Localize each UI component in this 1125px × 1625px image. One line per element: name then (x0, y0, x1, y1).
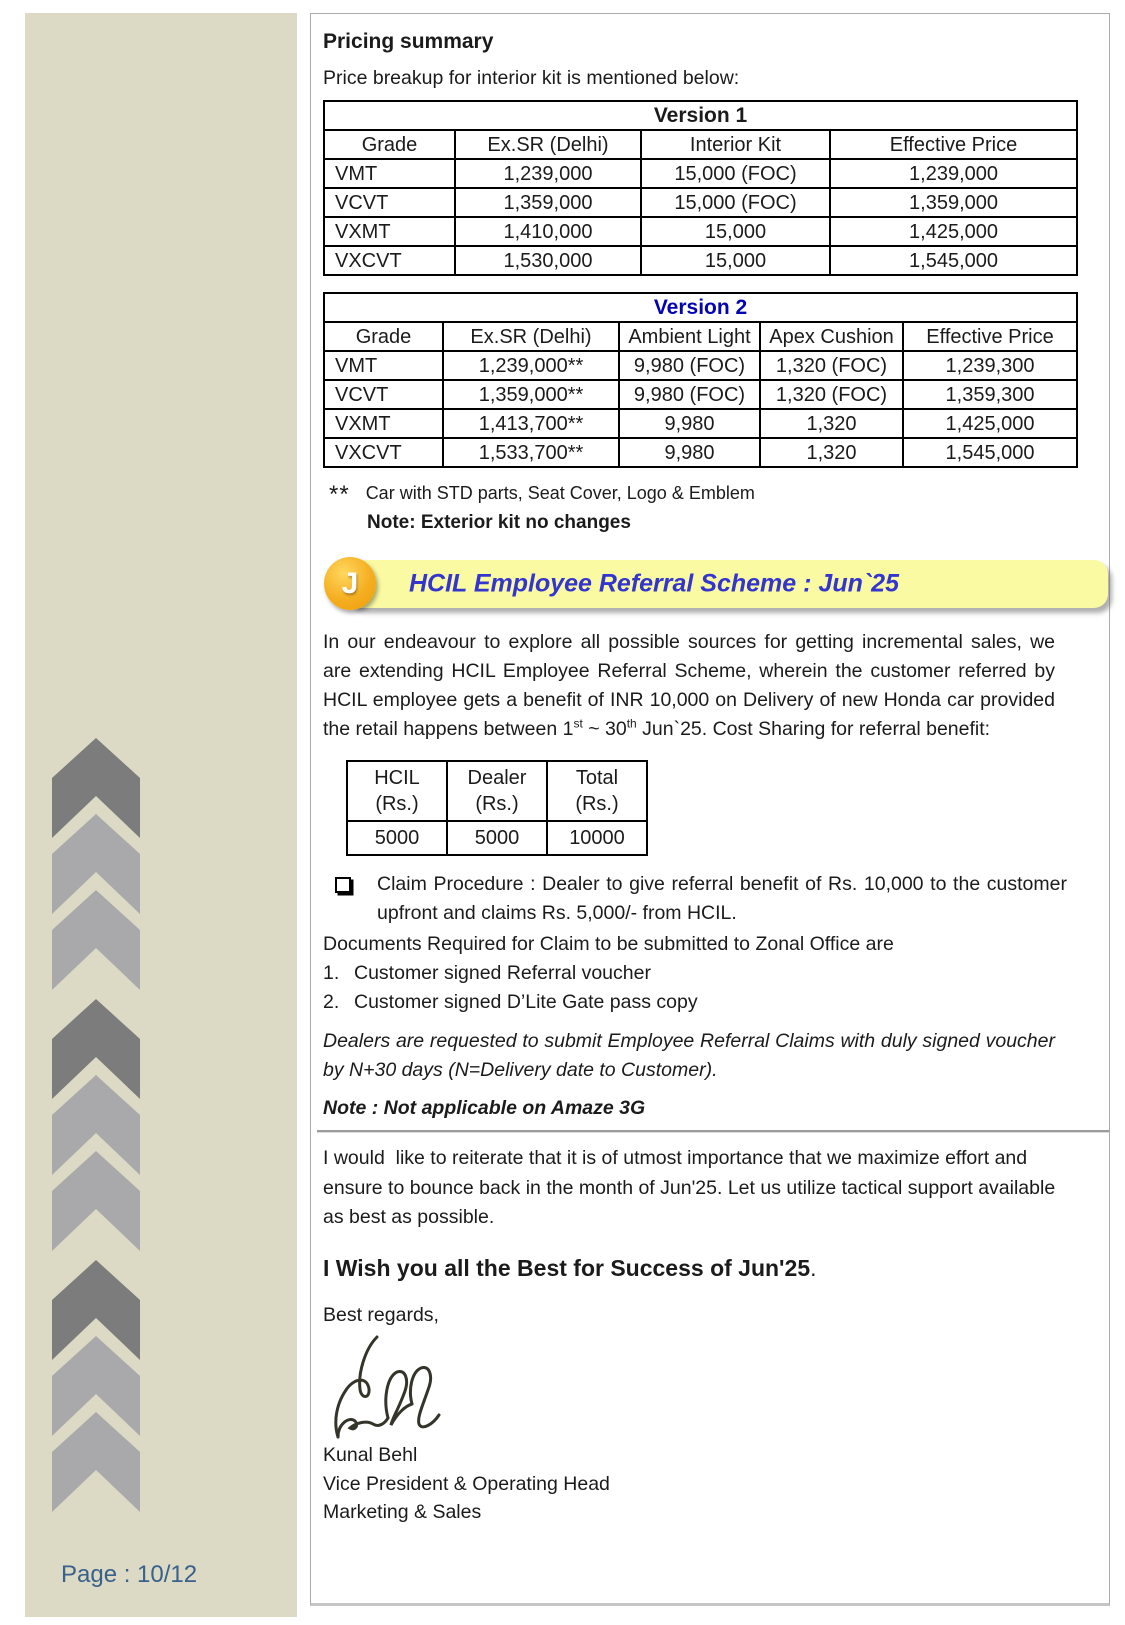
chevron-up-icon (52, 1151, 140, 1251)
table-row (347, 821, 647, 855)
table-cell: 1,359,000 (455, 188, 641, 217)
column-header: Dealer (Rs.) (447, 761, 547, 821)
table-header-row (324, 322, 1077, 351)
table-row (324, 217, 1077, 246)
table-cell: 9,980 (619, 438, 760, 467)
column-header: Interior Kit (641, 130, 830, 159)
table-cell: 1,320 (760, 438, 903, 467)
document-list-item (323, 989, 1109, 1017)
table-cell: 1,320 (FOC) (760, 351, 903, 380)
superscript-th: th (626, 716, 637, 731)
table-cell: 1,413,700** (443, 409, 619, 438)
referral-scheme-title: HCIL Employee Referral Scheme : Jun`25 (409, 569, 899, 598)
table-row (324, 246, 1077, 275)
table-row (324, 409, 1077, 438)
table-cell: 1,545,000 (903, 438, 1077, 467)
amaze-note: Note : Not applicable on Amaze 3G (323, 1096, 646, 1119)
table-cell: 1,359,000 (830, 188, 1077, 217)
intro-text: In our endeavour to explore all possible sources for getting incremental sales, we are extending HCIL Employee Referral Scheme, wherein the customer referred by HCIL employee gets a benefit of INR 10,000 on Delivery of new Honda car provided the retail happens between 1 (323, 631, 1055, 740)
signatory-department: Marketing & Sales (323, 1501, 482, 1524)
list-number: 2. (323, 991, 340, 1014)
table-row (324, 380, 1077, 409)
table-row (324, 188, 1077, 217)
table-title: Version 2 (324, 293, 1077, 322)
table-cell: 9,980 (FOC) (619, 380, 760, 409)
table-cell: 15,000 (FOC) (641, 159, 830, 188)
table-cell: VMT (324, 159, 455, 188)
referral-scheme-banner (341, 560, 1108, 608)
table-cell: 10000 (547, 821, 647, 855)
intro-text: Jun`25. Cost Sharing for referral benefit: (636, 717, 991, 740)
table-cell: 1,359,000** (443, 380, 619, 409)
table-title-row (324, 293, 1077, 322)
chevron-up-icon (52, 890, 140, 990)
pricing-summary-heading: Pricing summary (323, 30, 494, 53)
footnote-text: Car with STD parts, Seat Cover, Logo & Emblem (365, 483, 755, 504)
column-header: Ambient Light (619, 322, 760, 351)
table-cell: 1,410,000 (455, 217, 641, 246)
column-header: Effective Price (830, 130, 1077, 159)
column-header: Ex.SR (Delhi) (443, 322, 619, 351)
chevron-up-icon (52, 1412, 140, 1512)
table-title-row (324, 101, 1077, 130)
documents-heading: Documents Required for Claim to be submitted to Zonal Office are (323, 932, 894, 955)
page-number: Page : 10/12 (61, 1561, 198, 1588)
pricing-intro-text: Price breakup for interior kit is mentioned below: (323, 67, 740, 89)
column-header: HCIL (Rs.) (347, 761, 447, 821)
section-badge-icon: J (324, 557, 376, 610)
table-cell: 15,000 (FOC) (641, 188, 830, 217)
wish-line (323, 1255, 1109, 1282)
table-cell: 5000 (447, 821, 547, 855)
column-header: Apex Cushion (760, 322, 903, 351)
table-cell: 1,320 (760, 409, 903, 438)
decorative-sidebar (25, 13, 297, 1617)
signatory-title: Vice President & Operating Head (323, 1472, 610, 1495)
version2-price-table (323, 292, 1078, 468)
footnote-marker: ** (329, 481, 350, 509)
table-cell: 1,425,000 (903, 409, 1077, 438)
document-page (310, 13, 1110, 1606)
claim-procedure-text: Claim Procedure : Dealer to give referral benefit of Rs. 10,000 to the customer upfront and claims Rs. 5,000/- from HCIL. (377, 872, 1067, 924)
table-cell: 1,239,300 (903, 351, 1077, 380)
document-list-item (323, 960, 1109, 988)
handwritten-signature (327, 1331, 497, 1441)
table-header-row (347, 761, 647, 821)
regards-line: Best regards, (323, 1303, 439, 1326)
table-cell: 1,359,300 (903, 380, 1077, 409)
intro-text: ~ 30 (582, 717, 627, 740)
table-cell: 1,320 (FOC) (760, 380, 903, 409)
cost-sharing-table (346, 760, 648, 856)
table-cell: 1,533,700** (443, 438, 619, 467)
column-header: Effective Price (903, 322, 1077, 351)
signatory-name: Kunal Behl (323, 1443, 418, 1466)
table-cell: 1,545,000 (830, 246, 1077, 275)
referral-intro-paragraph (323, 628, 1055, 743)
table-cell: 1,530,000 (455, 246, 641, 275)
table-cell: 1,239,000 (830, 159, 1077, 188)
table-cell: VXCVT (324, 438, 443, 467)
list-item-text: Customer signed Referral voucher (354, 961, 651, 984)
column-header: Grade (324, 322, 443, 351)
table-cell: 15,000 (641, 217, 830, 246)
table-cell: VXMT (324, 409, 443, 438)
table-cell: 1,239,000 (455, 159, 641, 188)
table-cell: 1,425,000 (830, 217, 1077, 246)
table-cell: 9,980 (619, 409, 760, 438)
wish-bold-text: I Wish you all the Best for Success of Jun'25 (323, 1254, 811, 1281)
table-cell: 1,239,000** (443, 351, 619, 380)
table-cell: 15,000 (641, 246, 830, 275)
column-header: Total (Rs.) (547, 761, 647, 821)
table-cell: VMT (324, 351, 443, 380)
exterior-kit-note: Note: Exterior kit no changes (367, 512, 631, 534)
square-bullet-icon (335, 877, 351, 893)
list-number: 1. (323, 961, 340, 984)
closing-paragraph: I would like to reiterate that it is of utmost importance that we maximize effort and ensure to bounce back in the month of Jun'25. Let us utilize tactical support available as best as possible. (323, 1146, 1061, 1229)
table-cell: VCVT (324, 188, 455, 217)
table-cell: 9,980 (FOC) (619, 351, 760, 380)
table-row (324, 438, 1077, 467)
superscript-st: st (573, 716, 583, 731)
table-header-row (324, 130, 1077, 159)
table-footnote (329, 478, 1109, 509)
section-divider (317, 1130, 1109, 1132)
table-row (324, 159, 1077, 188)
version1-price-table (323, 100, 1078, 276)
column-header: Grade (324, 130, 455, 159)
wish-period: . (810, 1254, 817, 1281)
table-title: Version 1 (324, 101, 1077, 130)
column-header: Ex.SR (Delhi) (455, 130, 641, 159)
submission-note: Dealers are requested to submit Employee Referral Claims with duly signed voucher by N+30 days (N=Delivery date to Customer). (323, 1030, 1055, 1082)
table-cell: VXCVT (324, 246, 455, 275)
table-row (324, 351, 1077, 380)
claim-procedure-item (333, 870, 1077, 928)
table-cell: VXMT (324, 217, 455, 246)
table-cell: VCVT (324, 380, 443, 409)
list-item-text: Customer signed D’Lite Gate pass copy (354, 991, 698, 1014)
table-cell: 5000 (347, 821, 447, 855)
